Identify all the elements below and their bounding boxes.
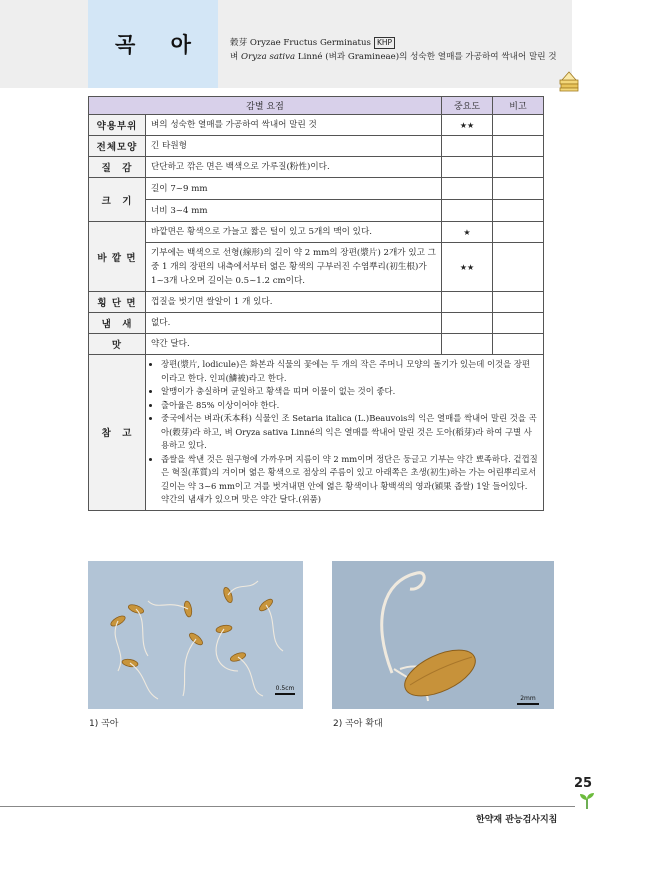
photo-grain-enlarged <box>332 561 554 709</box>
sprouted-grains-image <box>88 561 303 709</box>
book-stack-icon <box>558 68 580 92</box>
scale-bar: 2mm <box>517 695 539 705</box>
importance-stars: ★★ <box>442 115 493 136</box>
row-label-taste: 맛 <box>89 334 146 355</box>
page-title: 곡 아 <box>115 33 205 57</box>
table-row <box>89 178 544 200</box>
row-text-cross: 껍질을 벗기면 쌀알이 1 개 있다. <box>146 292 442 313</box>
table-row <box>89 313 544 334</box>
table-row <box>89 334 544 355</box>
figure-caption-2: 2) 곡아 확대 <box>333 719 383 729</box>
herb-description: 穀芽 Oryzae Fructus Germinatus KHP 벼 Oryza sativa Linné (벼과 Gramineae)의 성숙한 열매를 가공하여 싹내어 말린 것 <box>230 38 557 62</box>
column-header-points: 감별 요점 <box>89 97 442 115</box>
page-number: 25 <box>574 776 593 791</box>
row-label-part: 약용부위 <box>89 115 146 136</box>
list-item: • 출아율은 85% 이상이어야 한다. <box>161 399 538 413</box>
row-label-smell: 냄 새 <box>89 313 146 334</box>
list-item: • 중국에서는 벼과(禾本科) 식물인 조 Setaria italica (L.)Beauvois의 익은 열매를 싹내어 말린 것을 곡아(穀芽)라 하고, 벼 Oryza sativa Linné의 익은 열매를 싹내어 말린 것은 도아(稻芽)라 하여 구별 사용하고 있다. <box>161 412 538 453</box>
row-label-cross: 횡 단 면 <box>89 292 146 313</box>
row-label-surface: 바 깥 면 <box>89 222 146 292</box>
photo-sprouted-grains <box>88 561 303 709</box>
row-text-part: 벼의 성숙한 열매를 가공하여 싹내어 말린 것 <box>146 115 442 136</box>
row-text-taste: 약간 달다. <box>146 334 442 355</box>
table-row <box>89 243 544 292</box>
importance-stars: ★★ <box>442 243 493 292</box>
row-label-shape: 전체모양 <box>89 136 146 157</box>
table-row <box>89 355 544 511</box>
column-header-notes: 비고 <box>493 97 544 115</box>
table-row <box>89 292 544 313</box>
row-text-width: 너비 3~4 mm <box>146 200 442 222</box>
row-text-surface-1: 바깥면은 황색으로 가늘고 짧은 털이 있고 5개의 맥이 있다. <box>146 222 442 243</box>
species-name: Oryza sativa <box>241 52 296 62</box>
sprout-icon <box>577 790 597 810</box>
table-header-row <box>89 97 544 115</box>
row-text-smell: 없다. <box>146 313 442 334</box>
row-text-texture: 단단하고 깎은 면은 백색으로 가루질(粉性)이다. <box>146 157 442 178</box>
scale-bar: 0.5cm <box>275 685 295 695</box>
importance-stars: ★ <box>442 222 493 243</box>
enlarged-grain-image <box>332 561 554 709</box>
row-label-size: 크 기 <box>89 178 146 222</box>
row-text-surface-2: 기부에는 백색으로 선형(線形)의 길이 약 2 mm의 장편(漿片) 2개가 있고 그 중 1 개의 장편의 내측에서부터 엷은 황색의 구부러진 수염뿌리(初生根)가 1~3개 나오며 길이는 0.5~1.2 cm이다. <box>146 243 442 292</box>
table-row <box>89 136 544 157</box>
figure-caption-1: 1) 곡아 <box>89 719 119 729</box>
list-item: • 장편(漿片, lodicule)은 화본과 식물의 꽃에는 두 개의 작은 주머니 모양의 돌기가 있는데 이것을 장편이라고 한다. 인피(鱗被)라고 한다. <box>161 358 538 385</box>
column-header-importance: 중요도 <box>442 97 493 115</box>
khp-badge: KHP <box>374 37 395 49</box>
row-text-length: 길이 7~9 mm <box>146 178 442 200</box>
footer-title: 한약재 관능검사지침 <box>476 815 558 825</box>
title-box <box>88 0 218 88</box>
row-text-shape: 긴 타원형 <box>146 136 442 157</box>
row-label-texture: 질 감 <box>89 157 146 178</box>
table-row <box>89 157 544 178</box>
table-row <box>89 200 544 222</box>
reference-notes <box>146 355 544 511</box>
list-item: • 알맹이가 충실하며 균일하고 황색을 띠며 이물이 없는 것이 좋다. <box>161 385 538 399</box>
latin-name: 穀芽 Oryzae Fructus Germinatus <box>230 38 371 48</box>
row-label-ref: 참 고 <box>89 355 146 511</box>
table-row <box>89 222 544 243</box>
footer-divider <box>0 806 575 807</box>
table-row <box>89 115 544 136</box>
list-item: • 좁쌀을 싹낸 것은 원구형에 가까우며 지름이 약 2 mm이며 정단은 둥글고 기부는 약간 뾰족하다. 겉껍질은 혁질(革質)의 겨이며 엷은 황색으로 점상의 주름이 있고 아래쪽은 초생(初生)하는 가는 어린뿌리로서 길이는 약 3~6 mm이고 겨를 벗겨내면 안에 엷은 황색이나 황백색의 영과(穎果 좁쌀) 1알 들어있다. 약간의 냄새가 있으며 맛은 약간 달다.(위품) <box>161 453 538 507</box>
identification-table <box>88 96 544 511</box>
